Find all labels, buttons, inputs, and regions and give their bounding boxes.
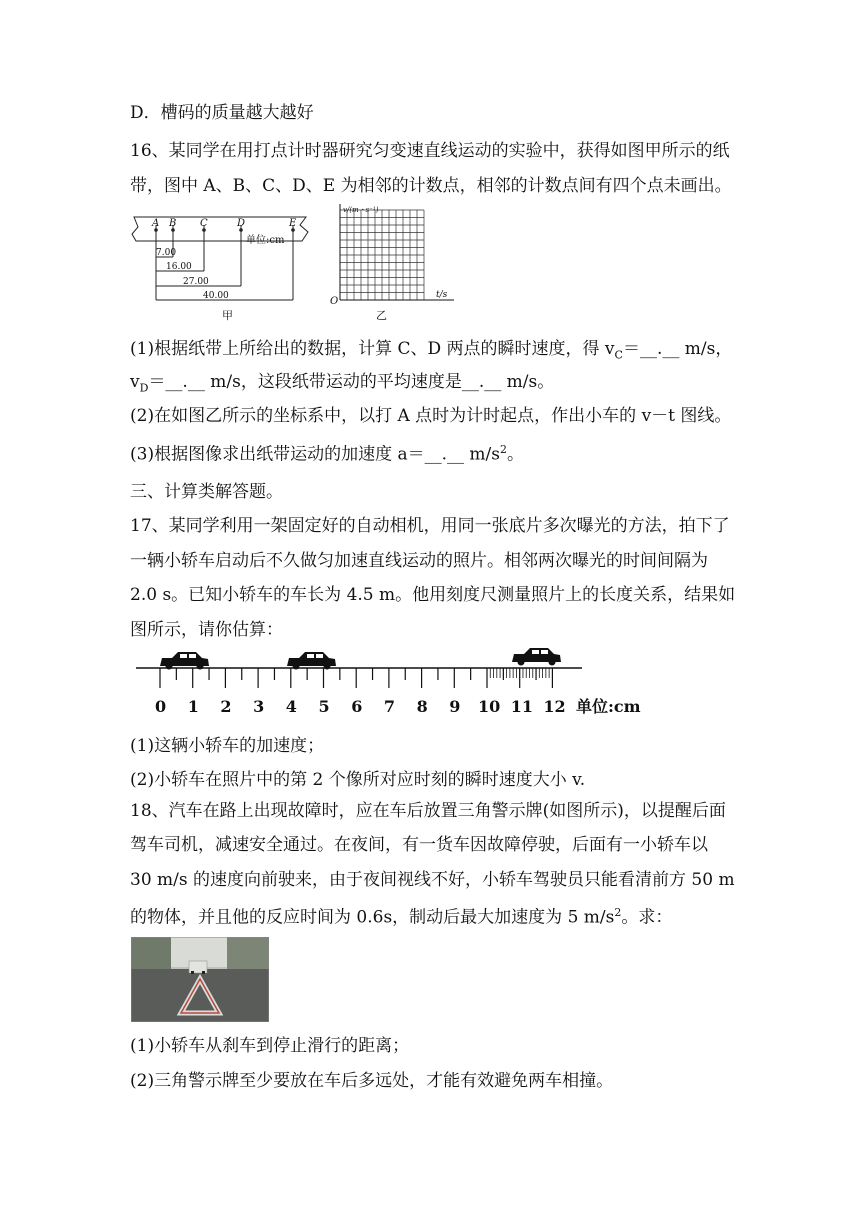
tape-caption: 甲 <box>222 309 233 322</box>
ruler-tick-label: 3 <box>253 697 265 716</box>
ruler-tick-label: 7 <box>383 697 396 716</box>
q17-text-4: 图所示，请你估算： <box>130 620 283 640</box>
ruler-figure <box>134 640 674 725</box>
ruler-tick-label: 9 <box>449 697 461 716</box>
ruler-tick-label: 10 <box>478 697 501 716</box>
warning-triangle-photo <box>131 937 269 1022</box>
ruler-tick-label: 11 <box>510 697 533 716</box>
tape-point-a: A <box>152 218 160 229</box>
q18-text-4: 的物体，并且他的反应时间为 0.6s，制动后最大加速度为 5 $m/s^2$。求： <box>130 906 673 928</box>
ruler-tick-label: 4 <box>285 697 297 716</box>
q18-text-2: 驾车司机，减速安全通过。在夜间，有一货车因故障停驶，后面有一小轿车以 <box>130 835 708 855</box>
car-image-2 <box>287 652 336 670</box>
ruler-unit-label: 单位:cm <box>576 697 641 716</box>
q17-text-3: 2.0 s。已知小轿车的车长为 4.5 m。他用刻度尺测量照片上的长度关系，结果如 <box>130 585 736 605</box>
q18-text-1: 18、汽车在路上出现故障时，应在车后放置三角警示牌(如图所示)，以提醒后面 <box>130 801 726 821</box>
q16-part3: (3)根据图像求出纸带运动的加速度 a＝__.__ $m/s^2$。 <box>130 443 524 465</box>
q16-text-2: 带，图中 A、B、C、D、E 为相邻的计数点，相邻的计数点间有四个点未画出。 <box>130 176 732 196</box>
q16-text-1: 16、某同学在用打点计时器研究匀变速直线运动的实验中，获得如图甲所示的纸 <box>130 141 730 161</box>
tape-unit-label: 单位:cm <box>246 235 285 246</box>
q18-part1: (1)小轿车从刹车到停止滑行的距离； <box>130 1036 410 1056</box>
q17-part2: (2)小轿车在照片中的第 2 个像所对应时刻的瞬时速度大小 v. <box>130 770 586 790</box>
tape-point-c: C <box>200 218 208 229</box>
ruler-tick-label: 12 <box>543 697 566 716</box>
grid-x-axis-label: t/s <box>436 290 448 300</box>
section-three-heading: 三、计算类解答题。 <box>130 482 283 502</box>
tape-distance-ac: 16.00 <box>166 262 192 272</box>
q17-text-1: 17、某同学利用一架固定好的自动相机，用同一张底片多次曝光的方法，拍下了 <box>130 516 730 536</box>
grid-caption: 乙 <box>376 309 387 322</box>
q16-part1-line1: (1)根据纸带上所给出的数据，计算 C、D 两点的瞬时速度，得 $v_C=\_\_.\_\_$ m/s， <box>130 339 733 362</box>
tape-distance-ae: 40.00 <box>203 291 229 301</box>
tape-figure <box>128 205 318 323</box>
ruler-tick-label: 0 <box>155 697 167 716</box>
q18-text-3: 30 m/s 的速度向前驶来，由于夜间视线不好，小轿车驾驶员只能看清前方 50 m <box>130 870 735 890</box>
ruler-tick-label: 1 <box>187 697 199 716</box>
ruler-tick-label: 5 <box>318 697 330 716</box>
ruler-tick-label: 8 <box>416 697 428 716</box>
grid-origin-label: O <box>330 296 339 307</box>
ruler-tick-label: 2 <box>220 697 232 716</box>
tape-point-d: D <box>237 218 246 229</box>
tape-distance-ad: 27.00 <box>183 277 209 287</box>
tape-distance-ab: 7.00 <box>156 248 177 258</box>
car-image-1 <box>160 652 209 670</box>
tape-point-b: B <box>169 218 177 229</box>
q17-part1: (1)这辆小轿车的加速度； <box>130 736 325 756</box>
tape-point-e: E <box>289 218 297 229</box>
option-d: D．槽码的质量越大越好 <box>130 103 314 123</box>
ruler-tick-label: 6 <box>351 697 363 716</box>
grid-y-axis-label: v/(m・s⁻¹) <box>343 206 379 214</box>
grid-figure <box>326 200 460 323</box>
q17-text-2: 一辆小轿车启动后不久做匀加速直线运动的照片。相邻两次曝光的时间间隔为 <box>130 551 708 571</box>
q16-part1-line2: $v_D=\_\_.\_\_$ m/s，这段纸带运动的平均速度是__.__ m/s。 <box>130 372 555 395</box>
q18-part2: (2)三角警示牌至少要放在车后多远处，才能有效避免两车相撞。 <box>130 1071 614 1091</box>
car-image-3 <box>512 648 561 666</box>
q16-part2: (2)在如图乙所示的坐标系中，以打 A 点时为计时起点，作出小车的 v－t 图线。 <box>130 406 732 426</box>
